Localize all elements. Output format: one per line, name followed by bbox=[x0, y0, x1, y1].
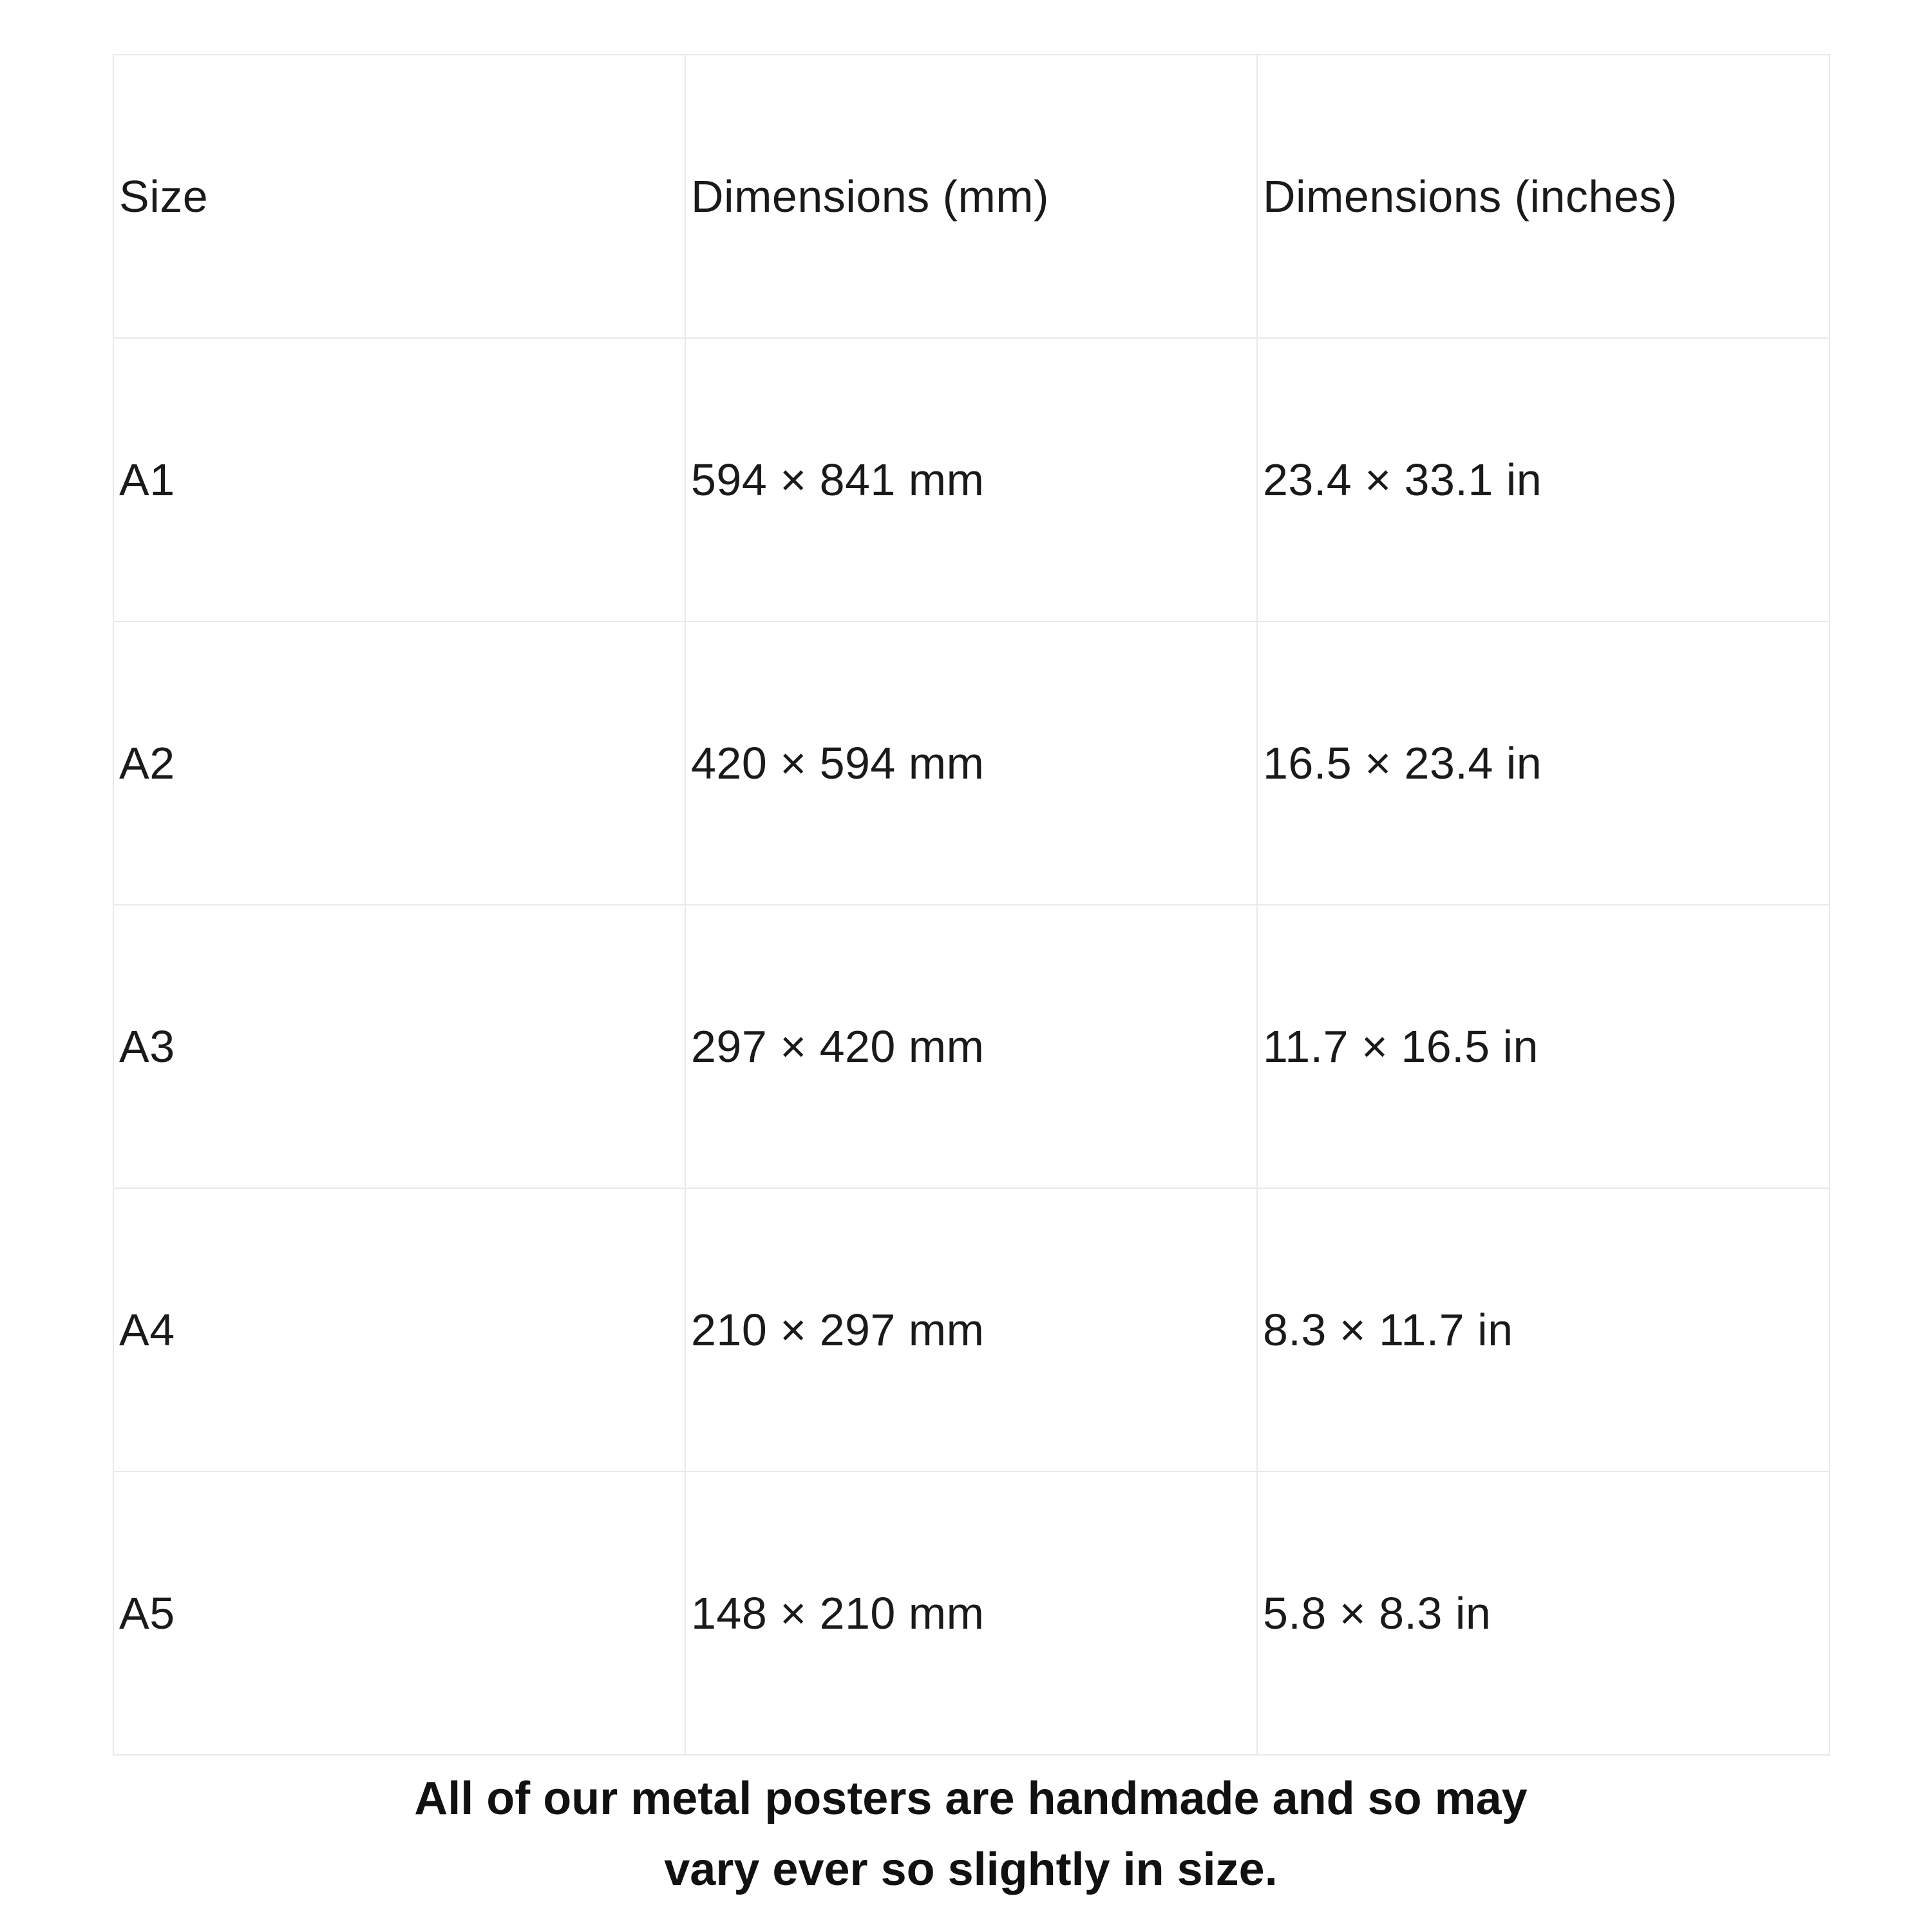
mm-cell: 210 × 297 mm bbox=[685, 1188, 1257, 1472]
mm-cell: 148 × 210 mm bbox=[685, 1472, 1257, 1755]
inches-cell: 8.3 × 11.7 in bbox=[1257, 1188, 1830, 1472]
inches-cell: 11.7 × 16.5 in bbox=[1257, 905, 1830, 1188]
size-chart-table bbox=[113, 54, 1830, 1756]
table-header-row bbox=[113, 55, 1830, 338]
header-dimensions-mm: Dimensions (mm) bbox=[685, 55, 1257, 338]
size-cell: A3 bbox=[113, 905, 685, 1188]
inches-cell: 5.8 × 8.3 in bbox=[1257, 1472, 1830, 1755]
mm-cell: 594 × 841 mm bbox=[685, 338, 1257, 621]
table-row bbox=[113, 338, 1830, 621]
inches-cell: 16.5 × 23.4 in bbox=[1257, 621, 1830, 905]
table-row bbox=[113, 1472, 1830, 1755]
mm-cell: 420 × 594 mm bbox=[685, 621, 1257, 905]
size-cell: A1 bbox=[113, 338, 685, 621]
inches-cell: 23.4 × 33.1 in bbox=[1257, 338, 1830, 621]
size-cell: A2 bbox=[113, 621, 685, 905]
size-cell: A5 bbox=[113, 1472, 685, 1755]
disclaimer-line-2: vary ever so slightly in size. bbox=[664, 1844, 1278, 1895]
mm-cell: 297 × 420 mm bbox=[685, 905, 1257, 1188]
header-dimensions-inches: Dimensions (inches) bbox=[1257, 55, 1830, 338]
table-row bbox=[113, 621, 1830, 905]
table-row bbox=[113, 905, 1830, 1188]
size-cell: A4 bbox=[113, 1188, 685, 1472]
disclaimer-line-1: All of our metal posters are handmade and so may bbox=[414, 1773, 1528, 1824]
header-size: Size bbox=[113, 55, 685, 338]
table-row bbox=[113, 1188, 1830, 1472]
handmade-disclaimer bbox=[113, 1763, 1829, 1905]
